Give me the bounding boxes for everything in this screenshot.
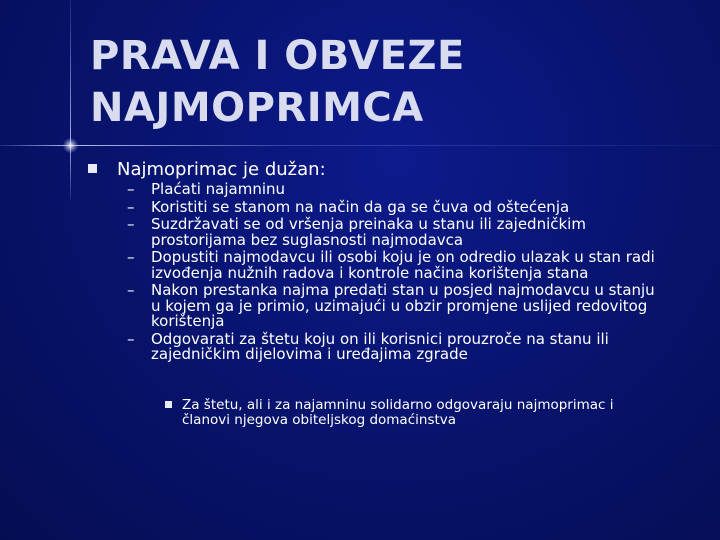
dash-bullet: – <box>127 197 135 216</box>
dash-bullet: – <box>127 329 135 348</box>
slide-title: PRAVA I OBVEZE NAJMOPRIMCA <box>90 33 465 131</box>
list-item <box>127 197 667 216</box>
small-square-bullet-icon <box>165 401 172 408</box>
square-bullet-icon <box>88 164 97 173</box>
duties-list <box>127 182 667 365</box>
dash-bullet: – <box>127 215 135 233</box>
list-item <box>127 283 667 330</box>
list-item <box>127 250 667 281</box>
list-item-text: Dopustiti najmodavcu ili osobi koju je on odredio ulazak u stan radi izvođenja nužnih radova i kontrole načina korištenja stana <box>151 248 655 282</box>
dash-bullet: – <box>127 180 135 198</box>
dash-bullet: – <box>127 248 135 266</box>
sub-sub-bullet <box>165 398 665 428</box>
list-item-text: Suzdržavati se od vršenja preinaka u stanu ili zajedničkim prostorijama bez suglasnosti najmodavca <box>151 215 586 249</box>
decorative-horizontal-line <box>0 145 720 146</box>
list-item <box>127 182 667 198</box>
decorative-glow <box>63 138 78 153</box>
list-item-text: Koristiti se stanom na način da ga se čuva od oštećenja <box>151 197 570 216</box>
list-item-text: Odgovarati za štetu koju on ili korisnici prouzroče na stanu ili zajedničkim dijelovima i uređajima zgrade <box>151 329 609 363</box>
list-item <box>127 329 667 363</box>
main-bullet <box>88 158 708 182</box>
dash-bullet: – <box>127 281 135 299</box>
list-item-text: Plaćati najamninu <box>151 180 286 198</box>
sub-sub-bullet-text: Za štetu, ali i za najamninu solidarno odgovaraju najmoprimac i članovi njegova obiteljskog domaćinstva <box>182 397 614 428</box>
decorative-vertical-line <box>70 0 71 200</box>
list-item-text: Nakon prestanka najma predati stan u posjed najmodavcu u stanju u kojem ga je primio, uzimajući u obzir promjene uslijed redovitog korištenja <box>151 281 655 330</box>
list-item <box>127 217 667 248</box>
main-bullet-text: Najmoprimac je dužan: <box>117 159 326 180</box>
